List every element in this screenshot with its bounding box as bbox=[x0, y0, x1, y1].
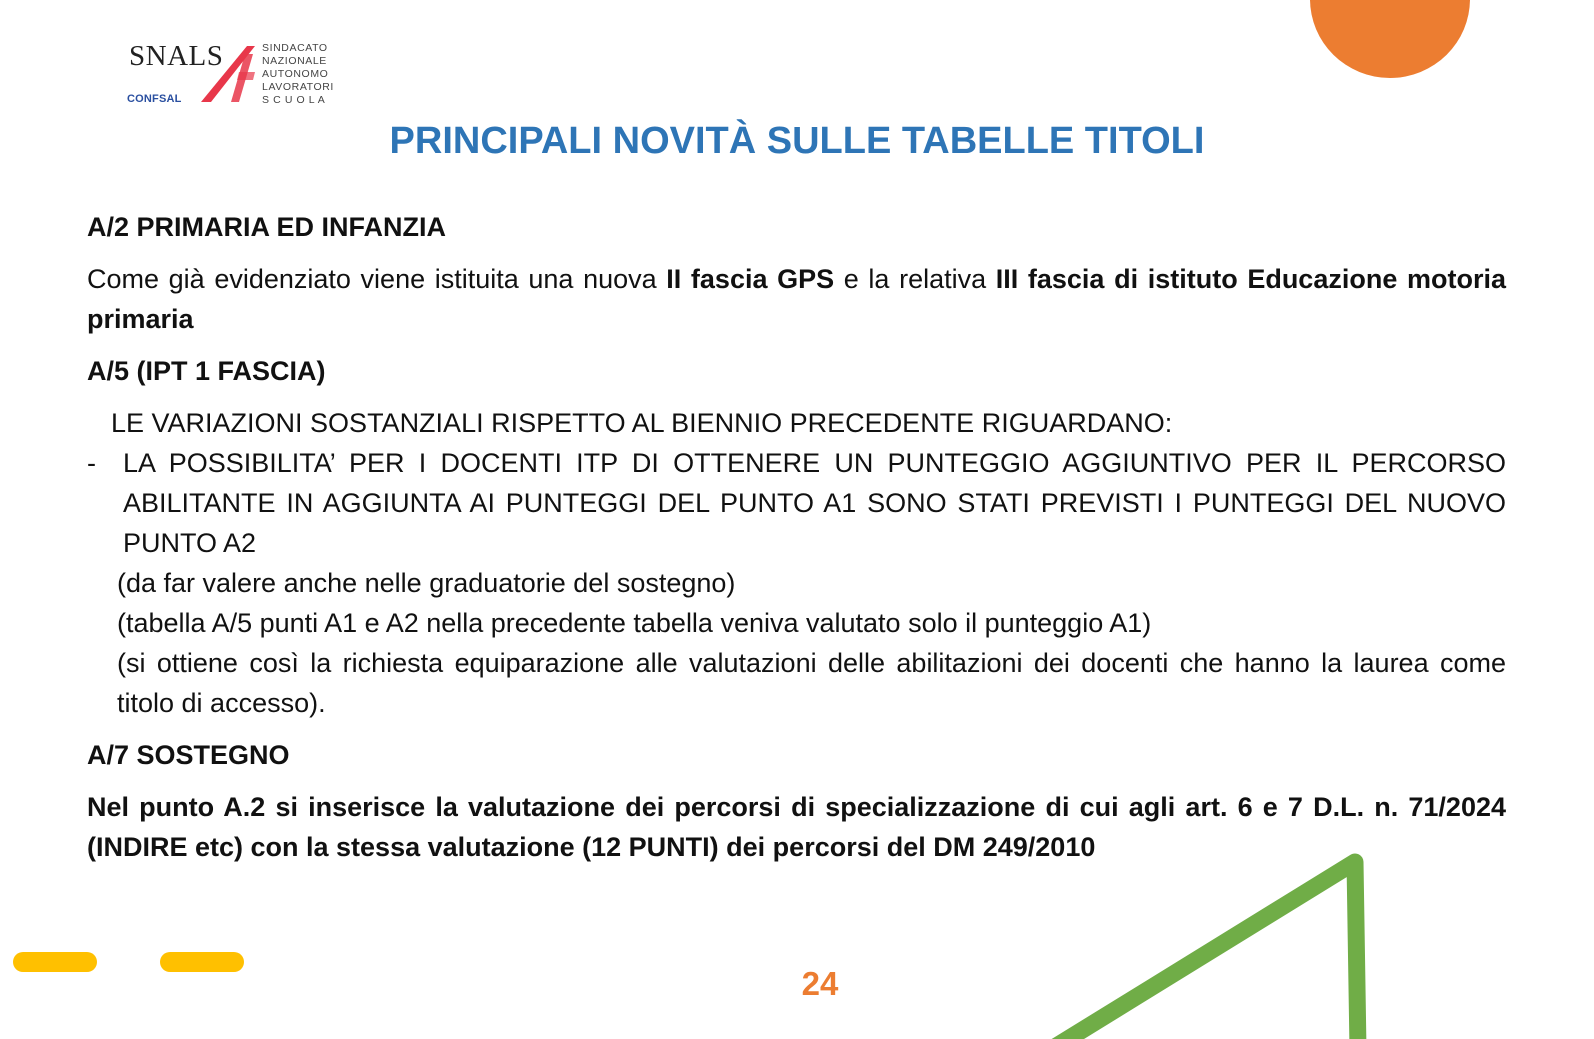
slide-content bbox=[87, 207, 1506, 867]
logo-word: S C U O L A bbox=[262, 94, 326, 106]
section-intro-a5: LE VARIAZIONI SOSTANZIALI RISPETTO AL BIENNIO PRECEDENTE RIGUARDANO: bbox=[111, 408, 1173, 438]
section-text-a2 bbox=[87, 259, 1506, 339]
page-number: 24 bbox=[801, 965, 839, 1002]
logo-mark-icon bbox=[199, 44, 259, 112]
snals-logo bbox=[127, 40, 337, 114]
note-line: (tabella A/5 punti A1 e A2 nella precedente tabella veniva valutato solo il punteggio A1) bbox=[117, 608, 1152, 638]
section-heading-a2: A/2 PRIMARIA ED INFANZIA bbox=[87, 212, 447, 242]
logo-word: LAVORATORI bbox=[262, 81, 334, 93]
logo-word: NAZIONALE bbox=[262, 55, 327, 67]
note-line: (si ottiene così la richiesta equiparazione alle valutazioni delle abilitazioni dei docenti che hanno la laurea come titolo di accesso). bbox=[117, 648, 1506, 718]
logo-words bbox=[262, 42, 334, 107]
bullet-item bbox=[87, 443, 1506, 563]
section-text-a7: Nel punto A.2 si inserisce la valutazione dei percorsi di specializzazione di cui agli art. 6 e 7 D.L. n. 71/2024 (INDIRE etc) con la stessa valutazione (12 PUNTI) dei percorsi del DM 249/2010 bbox=[87, 792, 1506, 862]
logo-word: AUTONOMO bbox=[262, 68, 329, 80]
note-line: (da far valere anche nelle graduatorie del sostegno) bbox=[117, 568, 736, 598]
a2-text-part: e la relativa bbox=[834, 264, 996, 294]
a2-text-part: Come già evidenziato viene istituita una nuova bbox=[87, 264, 667, 294]
page-title: PRINCIPALI NOVITÀ SULLE TABELLE TITOLI bbox=[389, 120, 1205, 162]
logo-word: SINDACATO bbox=[262, 42, 328, 54]
bullet-marker: - bbox=[87, 448, 96, 478]
a2-bold-part: II fascia GPS bbox=[666, 264, 835, 294]
logo-confederation: CONFSAL bbox=[127, 93, 182, 105]
logo-brand: SNALS bbox=[129, 40, 224, 72]
a2-bold-part: III fascia di istituto Educazione motoria primaria bbox=[87, 264, 1506, 334]
section-heading-a5: A/5 (IPT 1 FASCIA) bbox=[87, 356, 326, 386]
bullet-text: LA POSSIBILITA’ PER I DOCENTI ITP DI OTTENERE UN PUNTEGGIO AGGIUNTIVO PER IL PERCORSO ABILITANTE IN AGGIUNTA AI PUNTEGGI DEL PUNTO A1 SONO STATI PREVISTI I PUNTEGGI DEL NUOVO PUNTO A2 bbox=[123, 448, 1506, 558]
section-heading-a7: A/7 SOSTEGNO bbox=[87, 740, 290, 770]
